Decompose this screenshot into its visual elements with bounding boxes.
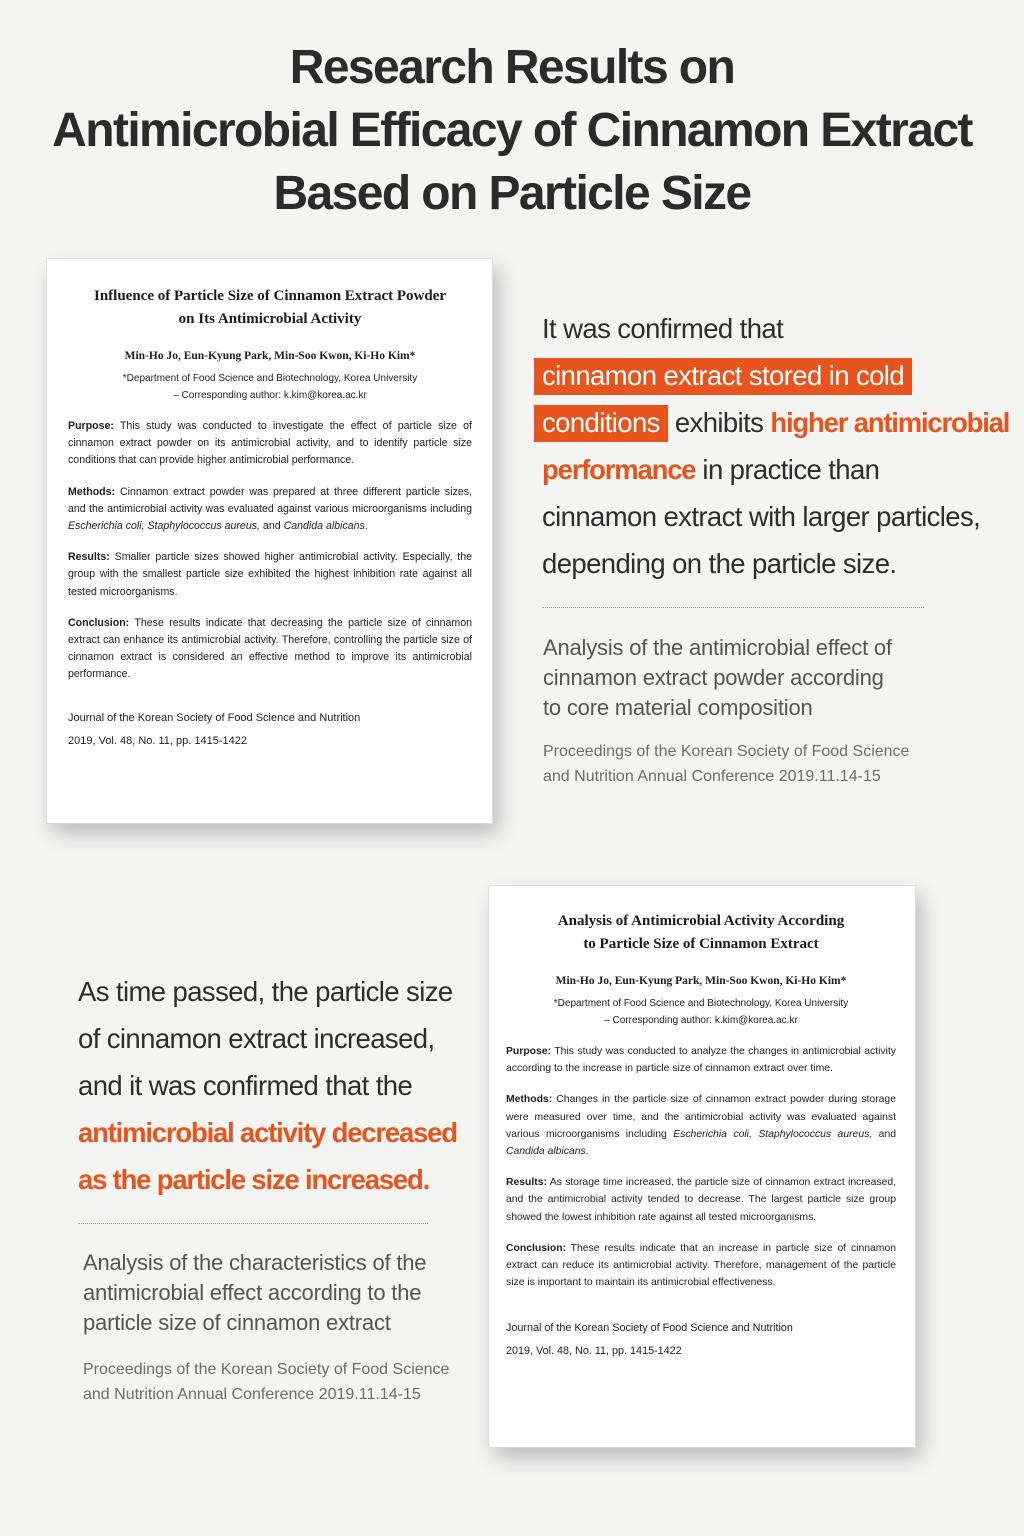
reference-source-line: Proceedings of the Korean Society of Food Science	[543, 743, 910, 760]
paper-abstract-1	[46, 258, 493, 824]
section-label: Purpose:	[68, 420, 114, 432]
conclusion-section	[68, 615, 472, 684]
finding-line: depending on the particle size.	[542, 548, 897, 579]
reference-title-line: antimicrobial effect according to the	[83, 1280, 422, 1305]
emphasized-phrase: higher antimicrobial	[770, 407, 1010, 438]
journal-citation	[68, 707, 472, 753]
results-section	[506, 1174, 896, 1226]
finding-line: of cinnamon extract increased,	[78, 1023, 435, 1054]
dotted-divider	[78, 1223, 428, 1224]
highlighted-phrase: cinnamon extract stored in cold	[534, 358, 912, 395]
page-title	[0, 36, 1024, 225]
reference-title-line: Analysis of the antimicrobial effect of	[543, 635, 892, 660]
paper-title	[506, 910, 896, 956]
paper-affiliation	[68, 371, 472, 404]
journal-name: Journal of the Korean Society of Food Science and Nutrition	[506, 1322, 793, 1335]
organism-names: Escherichia coli, Staphylococcus aureus,	[673, 1128, 873, 1140]
section-text: .	[364, 520, 368, 533]
organism-name: Candida albicans	[283, 520, 365, 533]
section-text: and	[262, 520, 281, 533]
reference-source	[83, 1358, 449, 1407]
section-text: Changes in the particle size of cinnamon extract powder during storage were measured over time, and the antimicrobial activity was evaluated against various microorganisms including	[506, 1094, 896, 1140]
journal-volume: 2019, Vol. 48, No. 11, pp. 1415-1422	[506, 1345, 682, 1358]
paper-authors: Min-Ho Jo, Eun-Kyung Park, Min-Soo Kwon, Ki-Ho Kim*	[555, 975, 847, 987]
section-label: Results:	[506, 1177, 547, 1189]
purpose-section	[506, 1043, 896, 1077]
section-text: .	[585, 1146, 589, 1158]
section-label: Conclusion:	[506, 1242, 567, 1254]
finding-line: cinnamon extract with larger particles,	[542, 501, 981, 532]
finding-line	[542, 399, 1022, 446]
finding-line	[542, 352, 1022, 399]
section-text: Smaller particle sizes showed higher antimicrobial activity. Especially, the group with the smallest particle size exhibited the highest inhibition rate against all tested microorganisms.	[68, 551, 473, 598]
paper-affiliation	[506, 996, 896, 1029]
finding-text: in practice than	[695, 454, 880, 485]
paper-title	[68, 285, 472, 331]
paper-authors: Min-Ho Jo, Eun-Kyung Park, Min-Soo Kwon, Ki-Ho Kim*	[124, 350, 416, 362]
journal-citation	[506, 1317, 896, 1363]
paper-title-line: Analysis of Antimicrobial Activity According	[557, 913, 845, 929]
section-label: Conclusion:	[68, 616, 130, 629]
page-title-line: Research Results on	[289, 41, 735, 94]
highlighted-phrase: conditions	[534, 405, 668, 442]
reference-source-line: and Nutrition Annual Conference 2019.11.14-15	[83, 1385, 421, 1403]
reference-title	[543, 633, 892, 723]
page-title-line: Antimicrobial Efficacy of Cinnamon Extract	[52, 104, 972, 157]
paper-title-line: to Particle Size of Cinnamon Extract	[583, 936, 819, 952]
paper-abstract-2	[488, 885, 916, 1448]
affiliation-line: *Department of Food Science and Biotechnology, Korea University	[122, 373, 418, 384]
finding-text: exhibits	[667, 407, 771, 438]
reference-title	[83, 1248, 426, 1338]
emphasized-phrase: performance	[542, 454, 696, 485]
emphasized-phrase: antimicrobial activity decreased	[78, 1117, 457, 1148]
journal-name: Journal of the Korean Society of Food Science and Nutrition	[68, 711, 361, 724]
organism-name: Candida albicans	[506, 1146, 586, 1158]
reference-title-line: cinnamon extract powder according	[543, 665, 884, 690]
finding-line	[542, 446, 1022, 493]
affiliation-line: *Department of Food Science and Biotechnology, Korea University	[553, 998, 849, 1009]
methods-section	[68, 484, 472, 536]
section-text: Cinnamon extract powder was prepared at three different particle sizes, and the antimicrobial activity was evaluated against various microorganisms including	[68, 485, 472, 515]
reference-title-line: to core material composition	[543, 695, 813, 720]
finding-line: As time passed, the particle size	[78, 976, 453, 1007]
section-text: This study was conducted to analyze the changes in antimicrobial activity according to the increase in particle size of cinnamon extract over time.	[506, 1046, 897, 1075]
methods-section	[506, 1091, 896, 1160]
corresponding-author: – Corresponding author: k.kim@korea.ac.kr	[604, 1014, 798, 1026]
corresponding-author: – Corresponding author: k.kim@korea.ac.kr	[173, 389, 367, 401]
section-text: These results indicate that decreasing the particle size of cinnamon extract can enhance its antimicrobial activity. Therefore, controlling the particle size of cinnamon extract is considered an effective method to improve its antimicrobial performance.	[68, 616, 472, 681]
section-label: Methods:	[68, 485, 116, 498]
paper-title-line: on Its Antimicrobial Activity	[178, 311, 362, 327]
finding-line: and it was confirmed that the	[78, 1070, 413, 1101]
finding-statement-2	[78, 968, 478, 1203]
section-text: and	[878, 1128, 897, 1140]
finding-statement-1	[542, 305, 1022, 587]
section-label: Results:	[68, 551, 110, 564]
organism-names: Escherichia coli, Staphylococcus aureus,	[68, 520, 260, 533]
journal-volume: 2019, Vol. 48, No. 11, pp. 1415-1422	[68, 734, 247, 747]
section-text: As storage time increased, the particle size of cinnamon extract increased, and the antimicrobial activity tended to decrease. The largest particle size group showed the lowest inhibition rate against all tested microorganisms.	[506, 1177, 896, 1223]
finding-line: It was confirmed that	[542, 313, 784, 344]
section-text: These results indicate that an increase in particle size of cinnamon extract can reduce its antimicrobial activity. Therefore, management of the particle size is important to maintain its antimicrobial effectiveness.	[506, 1242, 896, 1289]
emphasized-phrase: as the particle size increased.	[78, 1164, 430, 1195]
purpose-section	[68, 418, 472, 470]
page-title-line: Based on Particle Size	[273, 167, 751, 220]
reference-source	[543, 740, 909, 789]
reference-title-line: particle size of cinnamon extract	[83, 1310, 391, 1335]
paper-title-line: Influence of Particle Size of Cinnamon Extract Powder	[93, 288, 447, 304]
dotted-divider	[542, 607, 924, 608]
section-text: This study was conducted to investigate the effect of particle size of cinnamon extract powder on its antimicrobial activity, and to identify particle size conditions that can provide higher antimicrobial performance.	[68, 420, 472, 467]
reference-source-line: Proceedings of the Korean Society of Food Science	[83, 1361, 450, 1378]
section-label: Methods:	[506, 1094, 553, 1106]
reference-source-line: and Nutrition Annual Conference 2019.11.14-15	[543, 767, 881, 785]
results-section	[68, 549, 472, 601]
section-label: Purpose:	[506, 1046, 552, 1057]
reference-title-line: Analysis of the characteristics of the	[83, 1250, 427, 1275]
conclusion-section	[506, 1240, 896, 1292]
